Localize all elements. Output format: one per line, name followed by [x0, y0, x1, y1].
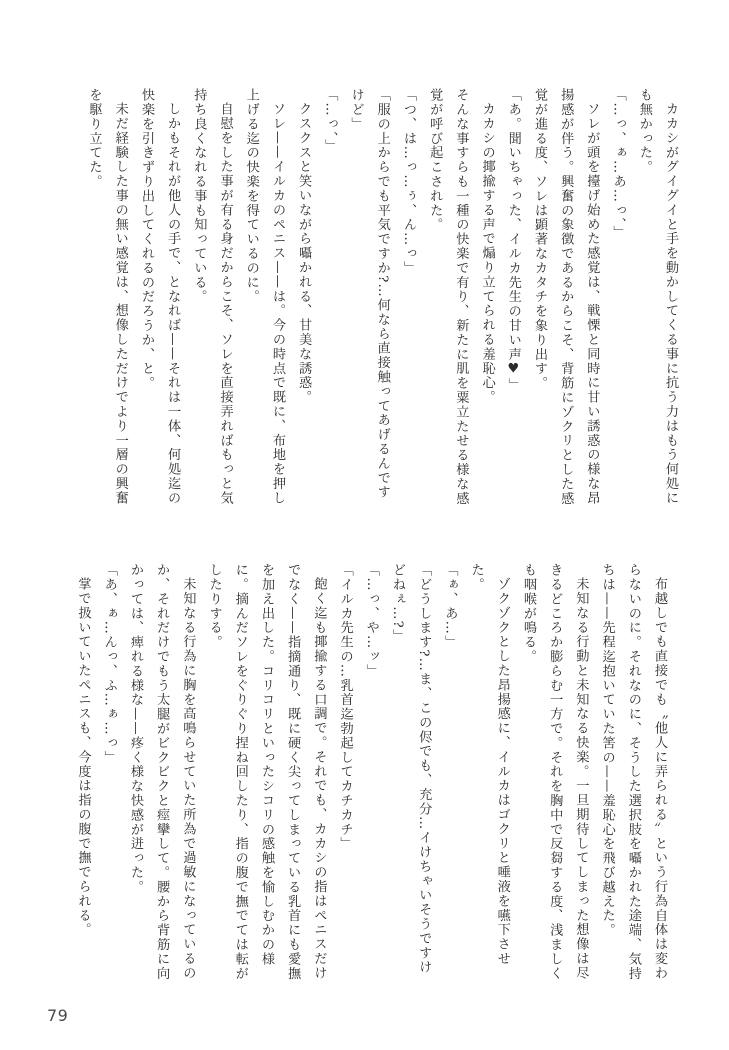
page-number: 79 [47, 1006, 69, 1025]
paragraph: 「ぁ、あ…」 [442, 563, 458, 650]
paragraph: 「つ、は…っ…ぅ、ん…っ」 [400, 88, 416, 276]
paragraph: 「…っ、ぁ…あ…っ、」 [610, 88, 626, 240]
paragraph: 掌で扱いていたペニスも、今度は指の腹で撫でられる。 [75, 577, 91, 938]
paragraph: 未知なる行為に胸を高鳴らせていた所為で過敏になっているのか、それだけでもう太腿がビクビクと痙攣して。腰から背筋に向かっては、痺れる様な——疼く様な快感が迸った。 [127, 563, 196, 981]
paragraph: 「…っ、」 [322, 88, 338, 154]
paragraph: カカシの揶揄する声で煽り立てられる羞恥心。 [479, 102, 495, 405]
paragraph: しかもそれが他人の手で、となれば——それは一体、何処迄の快楽を引きずり出してくれるのだろうか、と。 [138, 88, 181, 506]
paragraph: 「服の上からでも平気ですか?…何なら直接触ってあげるんですけど」 [348, 88, 390, 500]
lower-text-block [69, 563, 672, 987]
paragraph: 自慰をした事が有る身だからこそ、ソレを直接弄ればもっと気持ち良くなれる事も知っている。 [191, 88, 233, 506]
paragraph: ソレ——イルカのペニス——は。今の時点で既に、布地を押し上げる迄の快楽を得ているのに。 [243, 88, 285, 506]
paragraph: 「あ、ぁ…んっ、ふ…ぁ…っ」 [101, 563, 117, 765]
paragraph: 未知なる行動と未知なる快楽。一旦期待してしまった想像は尽きるどころか膨らむ一方で。それを胸中で反芻する度、浅ましくも咽喉が鳴る。 [520, 563, 589, 981]
paragraph: 布越しでも直接でも〝他人に弄られる〟という行為自体は変わらないのに。それなのに、そうした選択肢を囁かれた途端、気持ちは——先程迄抱いていた筈の——羞恥心を飛び越えた。 [599, 563, 667, 981]
paragraph: そんな事すらも一種の快楽で有り、新たに肌を粟立たせる様な感覚が呼び起こされた。 [427, 88, 469, 506]
paragraph: 未だ経験した事の無い感覚は、想像しただけでより一層の興奮を駆り立てた。 [86, 88, 128, 506]
paragraph: ソレが頭を擡げ始めた感覚は、戦慄と同時に甘い誘惑の様な昂揚感が伴う。興奮の象徴であるからこそ、背筋にゾクリとした感覚が進る度、ソレは顕著なカタチを象り出す。 [531, 88, 600, 506]
paragraph: 「…っ、や…ッ」 [363, 563, 379, 679]
paragraph: 「あ。聞いちゃった、イルカ先生の甘い声♥」 [505, 88, 521, 393]
paragraph: 「どうします?…ま、この侭でも、充分…イけちゃいそうですけどねぇ…?」 [389, 563, 432, 975]
paragraph: 「イルカ先生の…乳首迄勃起してカチカチ」 [337, 563, 353, 851]
paragraph: 飽く迄も揶揄する口調で。それでも、カカシの指はペニスだけでなく——指摘通り、既に硬く尖ってしまっている乳首にも愛撫を加え出した。コリコリといったシコリの感触を愉しむかの様に。摘んだソレをぐりぐり捏ね回したり、指の腹で撫でては転がしたりする。 [206, 563, 327, 981]
paragraph: カカシがグイグイと手を動かしてくる事に抗う力はもう何処にも無かった。 [636, 88, 678, 506]
paragraph: ゾクゾクとした昂揚感に、イルカはゴクリと唾液を嚥下させた。 [468, 563, 510, 967]
paragraph: クスクスと笑いながら囁かれる、甘美な誘惑。 [296, 102, 312, 405]
upper-text-block [80, 88, 683, 512]
